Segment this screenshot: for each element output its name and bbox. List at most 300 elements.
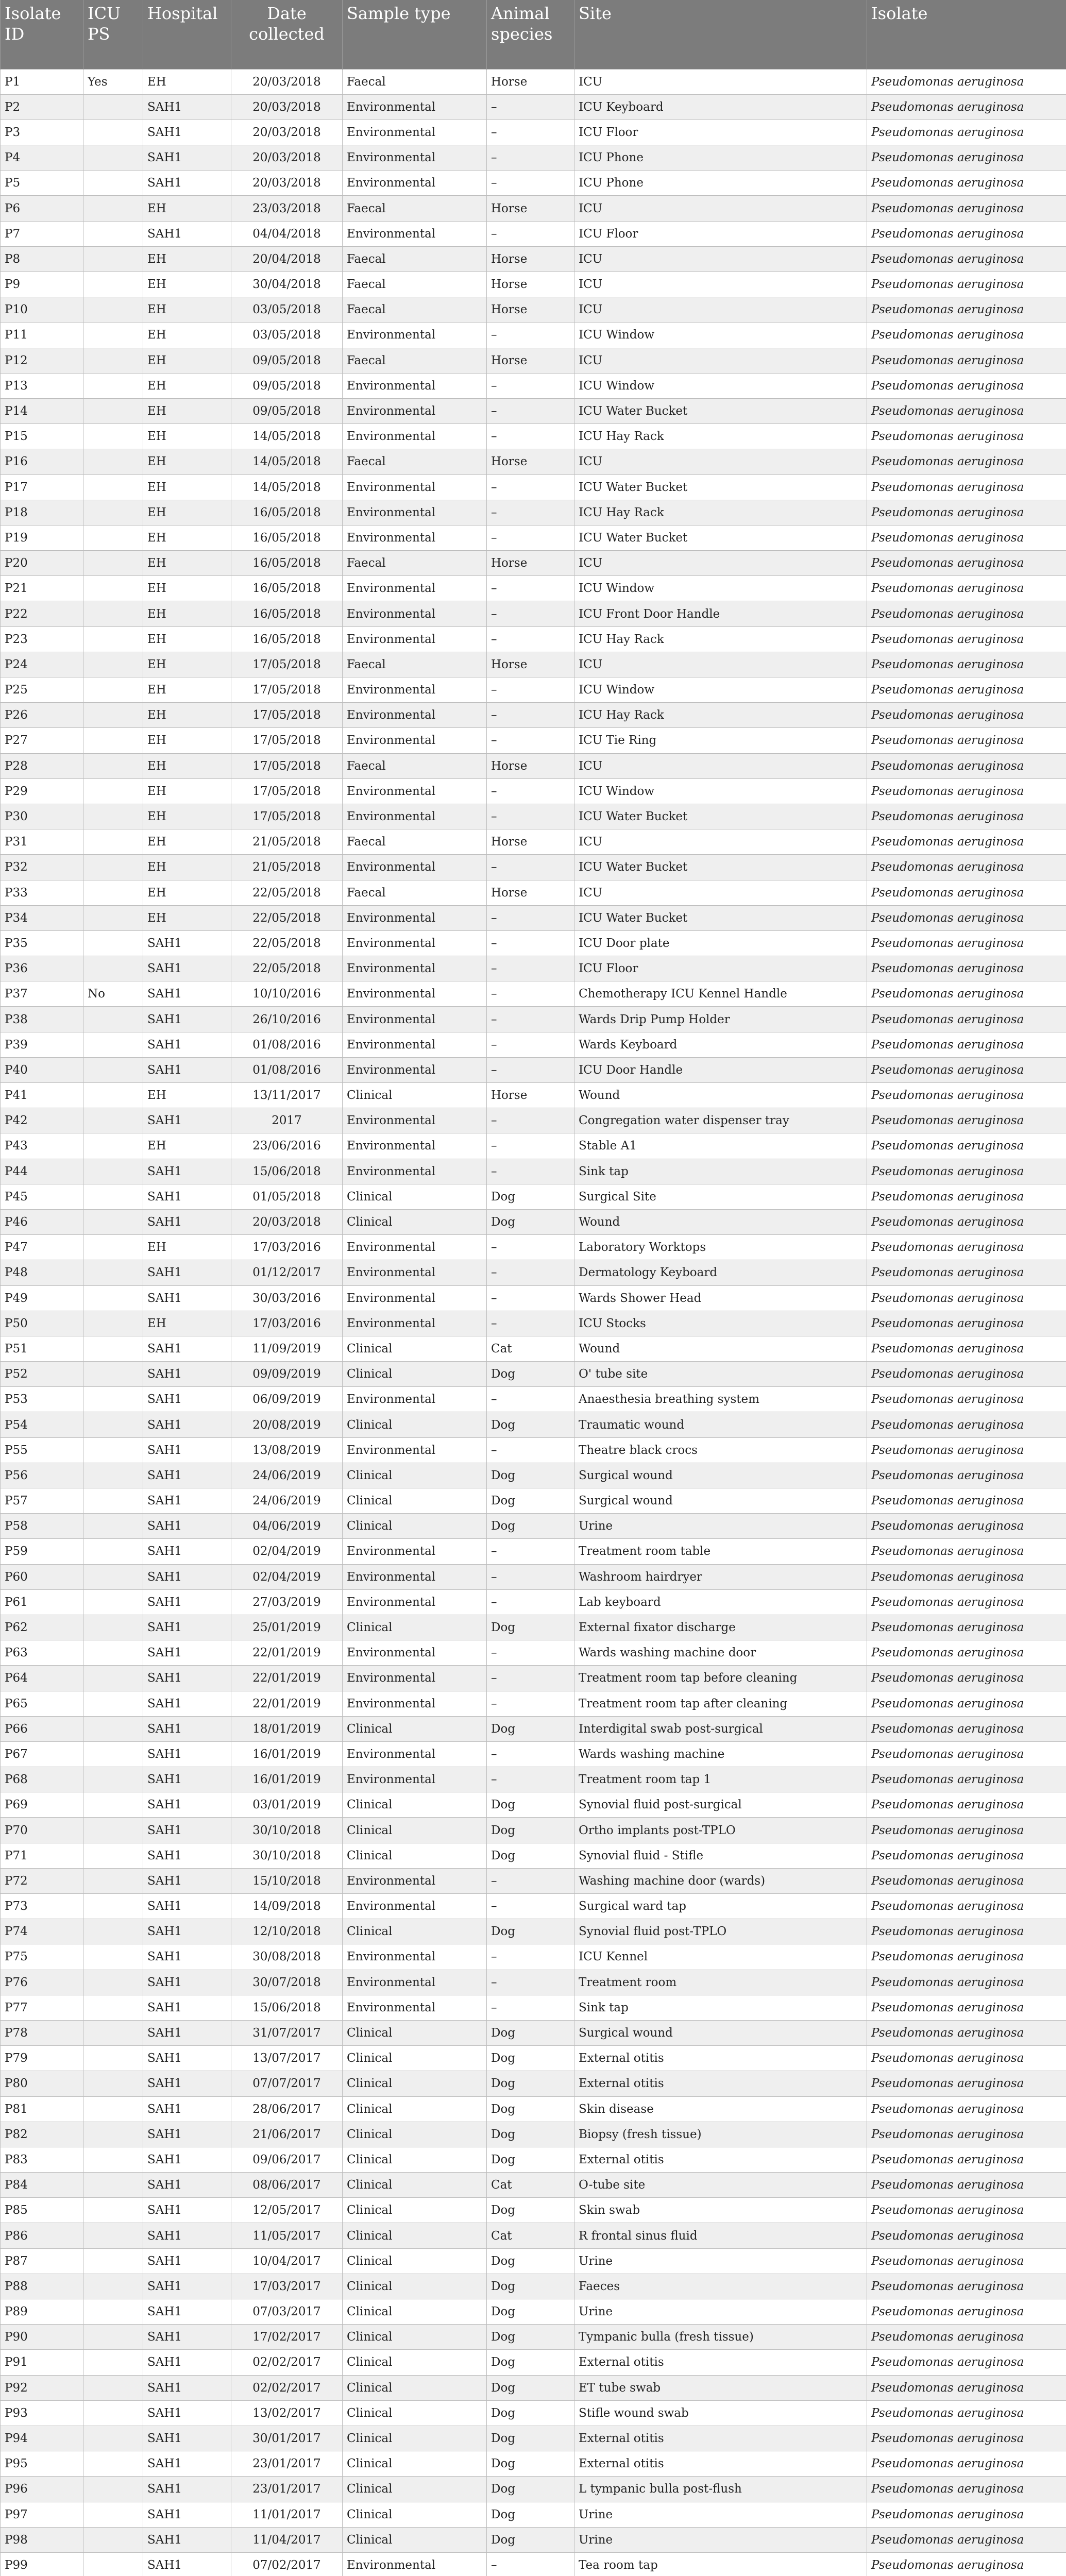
table-row <box>1 1209 1066 1234</box>
header-date-collected: Date collected <box>231 0 343 69</box>
cell-isolate: Pseudomonas aeruginosa <box>867 474 1066 500</box>
cell-hospital: SAH1 <box>143 1640 231 1666</box>
cell-sample-type: Clinical <box>343 1818 487 1843</box>
cell-animal-species: – <box>487 1868 574 1893</box>
cell-animal-species: Dog <box>487 1615 574 1640</box>
cell-hospital: SAH1 <box>143 1615 231 1640</box>
cell-site: Stifle wound swab <box>574 2400 867 2426</box>
table-row <box>1 2274 1066 2299</box>
cell-date-collected: 20/03/2018 <box>231 94 343 120</box>
cell-date-collected: 17/05/2018 <box>231 778 343 804</box>
cell-site: ICU Hay Rack <box>574 626 867 652</box>
cell-hospital: EH <box>143 474 231 500</box>
cell-isolate-id: P98 <box>1 2527 83 2552</box>
cell-date-collected: 03/01/2019 <box>231 1792 343 1818</box>
cell-isolate: Pseudomonas aeruginosa <box>867 1057 1066 1082</box>
cell-site: External otitis <box>574 2451 867 2477</box>
cell-isolate-id: P48 <box>1 1260 83 1285</box>
table-row <box>1 601 1066 626</box>
table-row <box>1 1894 1066 1919</box>
cell-site: ICU <box>574 880 867 905</box>
cell-animal-species: Dog <box>487 1488 574 1514</box>
cell-sample-type: Faecal <box>343 196 487 221</box>
cell-sample-type: Environmental <box>343 1235 487 1260</box>
cell-hospital: EH <box>143 626 231 652</box>
cell-isolate: Pseudomonas aeruginosa <box>867 1336 1066 1361</box>
cell-date-collected: 09/06/2017 <box>231 2147 343 2172</box>
cell-date-collected: 02/02/2017 <box>231 2350 343 2375</box>
cell-isolate-id: P65 <box>1 1691 83 1716</box>
cell-animal-species: – <box>487 373 574 398</box>
cell-sample-type: Clinical <box>343 2096 487 2122</box>
cell-hospital: SAH1 <box>143 2223 231 2248</box>
table-row <box>1 2400 1066 2426</box>
cell-sample-type: Environmental <box>343 778 487 804</box>
table-row <box>1 1083 1066 1108</box>
cell-date-collected: 02/02/2017 <box>231 2375 343 2400</box>
cell-isolate-id: P42 <box>1 1108 83 1133</box>
cell-date-collected: 11/09/2019 <box>231 1336 343 1361</box>
cell-sample-type: Clinical <box>343 1919 487 1944</box>
table-row <box>1 2020 1066 2045</box>
cell-site: Chemotherapy ICU Kennel Handle <box>574 981 867 1007</box>
cell-site: Skin disease <box>574 2096 867 2122</box>
cell-date-collected: 22/01/2019 <box>231 1691 343 1716</box>
cell-hospital: SAH1 <box>143 1843 231 1868</box>
table-row <box>1 474 1066 500</box>
cell-hospital: EH <box>143 652 231 677</box>
cell-icu-ps <box>83 1260 143 1285</box>
cell-sample-type: Environmental <box>343 1564 487 1589</box>
cell-hospital: SAH1 <box>143 1589 231 1615</box>
table-row <box>1 1336 1066 1361</box>
table-row <box>1 1741 1066 1767</box>
cell-animal-species: Dog <box>487 2274 574 2299</box>
cell-site: External otitis <box>574 2147 867 2172</box>
cell-isolate: Pseudomonas aeruginosa <box>867 2147 1066 2172</box>
cell-date-collected: 30/04/2018 <box>231 272 343 297</box>
cell-site: Wound <box>574 1209 867 1234</box>
cell-date-collected: 11/01/2017 <box>231 2502 343 2527</box>
cell-sample-type: Clinical <box>343 2071 487 2096</box>
table-row <box>1 2299 1066 2325</box>
cell-icu-ps <box>83 1691 143 1716</box>
cell-animal-species: – <box>487 1387 574 1412</box>
cell-date-collected: 21/06/2017 <box>231 2122 343 2147</box>
cell-date-collected: 11/05/2017 <box>231 2223 343 2248</box>
cell-sample-type: Faecal <box>343 69 487 94</box>
cell-site: Theatre black crocs <box>574 1437 867 1463</box>
cell-icu-ps <box>83 2274 143 2299</box>
cell-date-collected: 26/10/2016 <box>231 1007 343 1032</box>
table-row <box>1 2071 1066 2096</box>
cell-icu-ps <box>83 601 143 626</box>
cell-animal-species: Dog <box>487 1184 574 1209</box>
cell-sample-type: Clinical <box>343 2198 487 2223</box>
cell-isolate-id: P70 <box>1 1818 83 1843</box>
cell-hospital: EH <box>143 1133 231 1159</box>
cell-hospital: EH <box>143 1083 231 1108</box>
cell-isolate-id: P20 <box>1 551 83 576</box>
header-isolate: Isolate <box>867 0 1066 69</box>
cell-site: ICU Stocks <box>574 1311 867 1336</box>
table-body <box>1 69 1066 2576</box>
cell-icu-ps <box>83 1539 143 1564</box>
cell-isolate-id: P92 <box>1 2375 83 2400</box>
cell-icu-ps <box>83 1311 143 1336</box>
cell-animal-species: Dog <box>487 2248 574 2274</box>
cell-isolate: Pseudomonas aeruginosa <box>867 2426 1066 2451</box>
cell-animal-species: Cat <box>487 2223 574 2248</box>
cell-hospital: SAH1 <box>143 171 231 196</box>
cell-hospital: SAH1 <box>143 2173 231 2198</box>
cell-animal-species: – <box>487 120 574 145</box>
cell-icu-ps <box>83 804 143 829</box>
cell-animal-species: Dog <box>487 2071 574 2096</box>
cell-isolate-id: P6 <box>1 196 83 221</box>
cell-icu-ps <box>83 2350 143 2375</box>
cell-animal-species: Horse <box>487 551 574 576</box>
cell-sample-type: Clinical <box>343 2046 487 2071</box>
cell-isolate-id: P97 <box>1 2502 83 2527</box>
cell-animal-species: – <box>487 1159 574 1184</box>
cell-isolate: Pseudomonas aeruginosa <box>867 551 1066 576</box>
table-row <box>1 2223 1066 2248</box>
cell-animal-species: Dog <box>487 1843 574 1868</box>
cell-isolate-id: P94 <box>1 2426 83 2451</box>
cell-sample-type: Environmental <box>343 525 487 550</box>
cell-isolate: Pseudomonas aeruginosa <box>867 1463 1066 1488</box>
cell-hospital: SAH1 <box>143 1362 231 1387</box>
cell-animal-species: – <box>487 1437 574 1463</box>
cell-date-collected: 20/03/2018 <box>231 69 343 94</box>
table-row <box>1 1412 1066 1437</box>
table-row <box>1 1133 1066 1159</box>
cell-date-collected: 30/10/2018 <box>231 1843 343 1868</box>
table-row <box>1 1514 1066 1539</box>
cell-hospital: SAH1 <box>143 1209 231 1234</box>
cell-sample-type: Environmental <box>343 1159 487 1184</box>
cell-icu-ps <box>83 1184 143 1209</box>
cell-icu-ps <box>83 576 143 601</box>
table-row <box>1 2325 1066 2350</box>
cell-hospital: EH <box>143 1311 231 1336</box>
cell-site: Urine <box>574 2502 867 2527</box>
table-row <box>1 500 1066 525</box>
cell-date-collected: 22/05/2018 <box>231 956 343 981</box>
cell-hospital: SAH1 <box>143 2147 231 2172</box>
cell-animal-species: – <box>487 1894 574 1919</box>
cell-isolate: Pseudomonas aeruginosa <box>867 424 1066 449</box>
header-row <box>1 0 1066 69</box>
cell-site: ICU Phone <box>574 145 867 171</box>
cell-isolate: Pseudomonas aeruginosa <box>867 2198 1066 2223</box>
cell-date-collected: 14/09/2018 <box>231 1894 343 1919</box>
cell-sample-type: Environmental <box>343 1995 487 2020</box>
cell-sample-type: Environmental <box>343 145 487 171</box>
cell-isolate-id: P27 <box>1 728 83 753</box>
cell-site: L tympanic bulla post-flush <box>574 2477 867 2502</box>
cell-isolate-id: P54 <box>1 1412 83 1437</box>
cell-icu-ps <box>83 120 143 145</box>
cell-isolate-id: P99 <box>1 2552 83 2576</box>
table-row <box>1 323 1066 348</box>
cell-animal-species: – <box>487 905 574 930</box>
cell-site: Anaesthesia breathing system <box>574 1387 867 1412</box>
cell-isolate: Pseudomonas aeruginosa <box>867 1539 1066 1564</box>
cell-date-collected: 07/07/2017 <box>231 2071 343 2096</box>
cell-sample-type: Environmental <box>343 2552 487 2576</box>
table-row <box>1 576 1066 601</box>
cell-date-collected: 22/01/2019 <box>231 1666 343 1691</box>
cell-sample-type: Environmental <box>343 373 487 398</box>
cell-sample-type: Environmental <box>343 171 487 196</box>
cell-icu-ps <box>83 1767 143 1792</box>
cell-isolate: Pseudomonas aeruginosa <box>867 2122 1066 2147</box>
cell-animal-species: Horse <box>487 196 574 221</box>
cell-hospital: EH <box>143 272 231 297</box>
cell-date-collected: 17/05/2018 <box>231 703 343 728</box>
cell-site: Interdigital swab post-surgical <box>574 1716 867 1741</box>
cell-animal-species: – <box>487 424 574 449</box>
cell-sample-type: Environmental <box>343 221 487 246</box>
cell-hospital: SAH1 <box>143 1437 231 1463</box>
cell-isolate: Pseudomonas aeruginosa <box>867 2502 1066 2527</box>
cell-animal-species: – <box>487 1640 574 1666</box>
cell-animal-species: Horse <box>487 272 574 297</box>
cell-site: Wards washing machine door <box>574 1640 867 1666</box>
cell-icu-ps <box>83 1032 143 1057</box>
cell-sample-type: Environmental <box>343 1944 487 1970</box>
cell-icu-ps <box>83 2020 143 2045</box>
cell-hospital: EH <box>143 905 231 930</box>
cell-sample-type: Environmental <box>343 1437 487 1463</box>
cell-date-collected: 20/08/2019 <box>231 1412 343 1437</box>
cell-isolate: Pseudomonas aeruginosa <box>867 728 1066 753</box>
cell-animal-species: Dog <box>487 2502 574 2527</box>
cell-icu-ps <box>83 1159 143 1184</box>
table-row <box>1 930 1066 956</box>
cell-isolate-id: P87 <box>1 2248 83 2274</box>
cell-hospital: SAH1 <box>143 1184 231 1209</box>
cell-isolate: Pseudomonas aeruginosa <box>867 1108 1066 1133</box>
cell-animal-species: Dog <box>487 2147 574 2172</box>
cell-sample-type: Environmental <box>343 94 487 120</box>
cell-hospital: EH <box>143 297 231 323</box>
cell-isolate-id: P90 <box>1 2325 83 2350</box>
cell-sample-type: Clinical <box>343 2502 487 2527</box>
cell-isolate: Pseudomonas aeruginosa <box>867 1691 1066 1716</box>
cell-hospital: SAH1 <box>143 1412 231 1437</box>
cell-date-collected: 23/03/2018 <box>231 196 343 221</box>
cell-isolate: Pseudomonas aeruginosa <box>867 1007 1066 1032</box>
cell-site: ICU <box>574 69 867 94</box>
cell-sample-type: Environmental <box>343 930 487 956</box>
cell-date-collected: 17/03/2016 <box>231 1235 343 1260</box>
cell-isolate: Pseudomonas aeruginosa <box>867 1184 1066 1209</box>
cell-site: External otitis <box>574 2426 867 2451</box>
cell-icu-ps <box>83 778 143 804</box>
cell-isolate: Pseudomonas aeruginosa <box>867 449 1066 474</box>
cell-sample-type: Environmental <box>343 1285 487 1311</box>
cell-icu-ps <box>83 2173 143 2198</box>
cell-date-collected: 16/05/2018 <box>231 601 343 626</box>
table-row <box>1 424 1066 449</box>
cell-sample-type: Environmental <box>343 120 487 145</box>
cell-isolate: Pseudomonas aeruginosa <box>867 398 1066 423</box>
cell-isolate: Pseudomonas aeruginosa <box>867 2173 1066 2198</box>
cell-isolate-id: P28 <box>1 753 83 778</box>
cell-date-collected: 04/04/2018 <box>231 221 343 246</box>
cell-animal-species: – <box>487 677 574 703</box>
table-row <box>1 2173 1066 2198</box>
table-header <box>1 0 1066 69</box>
cell-date-collected: 09/05/2018 <box>231 348 343 373</box>
table-row <box>1 1488 1066 1514</box>
cell-date-collected: 02/04/2019 <box>231 1564 343 1589</box>
table-row <box>1 171 1066 196</box>
cell-date-collected: 21/05/2018 <box>231 855 343 880</box>
cell-isolate: Pseudomonas aeruginosa <box>867 1083 1066 1108</box>
cell-isolate-id: P62 <box>1 1615 83 1640</box>
cell-site: Wards Keyboard <box>574 1032 867 1057</box>
cell-site: Biopsy (fresh tissue) <box>574 2122 867 2147</box>
cell-hospital: SAH1 <box>143 1514 231 1539</box>
cell-site: Urine <box>574 1514 867 1539</box>
cell-isolate-id: P11 <box>1 323 83 348</box>
cell-icu-ps <box>83 1741 143 1767</box>
cell-icu-ps <box>83 2375 143 2400</box>
cell-isolate-id: P34 <box>1 905 83 930</box>
cell-hospital: SAH1 <box>143 1032 231 1057</box>
header-sample-type: Sample type <box>343 0 487 69</box>
cell-sample-type: Clinical <box>343 2223 487 2248</box>
table-row <box>1 1868 1066 1893</box>
table-row <box>1 829 1066 855</box>
cell-isolate-id: P52 <box>1 1362 83 1387</box>
cell-sample-type: Environmental <box>343 1311 487 1336</box>
table-row <box>1 1463 1066 1488</box>
table-row <box>1 1919 1066 1944</box>
cell-hospital: EH <box>143 576 231 601</box>
cell-hospital: SAH1 <box>143 2552 231 2576</box>
cell-sample-type: Clinical <box>343 2350 487 2375</box>
table-row <box>1 728 1066 753</box>
cell-isolate-id: P36 <box>1 956 83 981</box>
table-row <box>1 2502 1066 2527</box>
cell-icu-ps <box>83 626 143 652</box>
cell-hospital: EH <box>143 69 231 94</box>
cell-date-collected: 15/06/2018 <box>231 1995 343 2020</box>
cell-icu-ps <box>83 1083 143 1108</box>
cell-isolate: Pseudomonas aeruginosa <box>867 1666 1066 1691</box>
cell-isolate-id: P7 <box>1 221 83 246</box>
cell-site: External fixator discharge <box>574 1615 867 1640</box>
table-row <box>1 2350 1066 2375</box>
cell-icu-ps <box>83 297 143 323</box>
cell-sample-type: Clinical <box>343 2173 487 2198</box>
cell-hospital: SAH1 <box>143 2325 231 2350</box>
cell-sample-type: Environmental <box>343 474 487 500</box>
cell-isolate: Pseudomonas aeruginosa <box>867 373 1066 398</box>
cell-animal-species: – <box>487 804 574 829</box>
cell-site: ICU Front Door Handle <box>574 601 867 626</box>
cell-sample-type: Environmental <box>343 1032 487 1057</box>
table-row <box>1 525 1066 550</box>
cell-hospital: SAH1 <box>143 1285 231 1311</box>
cell-icu-ps <box>83 1235 143 1260</box>
cell-hospital: SAH1 <box>143 930 231 956</box>
cell-date-collected: 01/08/2016 <box>231 1057 343 1082</box>
cell-hospital: SAH1 <box>143 2426 231 2451</box>
cell-hospital: SAH1 <box>143 2198 231 2223</box>
table-row <box>1 2552 1066 2576</box>
cell-hospital: SAH1 <box>143 2451 231 2477</box>
cell-date-collected: 13/08/2019 <box>231 1437 343 1463</box>
cell-animal-species: – <box>487 930 574 956</box>
cell-icu-ps <box>83 880 143 905</box>
cell-isolate: Pseudomonas aeruginosa <box>867 1615 1066 1640</box>
cell-isolate-id: P49 <box>1 1285 83 1311</box>
cell-site: Wound <box>574 1083 867 1108</box>
cell-site: ICU Water Bucket <box>574 855 867 880</box>
cell-date-collected: 07/03/2017 <box>231 2299 343 2325</box>
cell-site: Sink tap <box>574 1995 867 2020</box>
cell-hospital: SAH1 <box>143 2122 231 2147</box>
cell-isolate-id: P16 <box>1 449 83 474</box>
cell-animal-species: Dog <box>487 2375 574 2400</box>
cell-icu-ps <box>83 500 143 525</box>
table-row <box>1 1260 1066 1285</box>
cell-isolate: Pseudomonas aeruginosa <box>867 1159 1066 1184</box>
cell-hospital: SAH1 <box>143 1792 231 1818</box>
cell-site: ICU <box>574 829 867 855</box>
cell-isolate: Pseudomonas aeruginosa <box>867 2096 1066 2122</box>
cell-date-collected: 10/04/2017 <box>231 2248 343 2274</box>
cell-icu-ps <box>83 525 143 550</box>
cell-isolate-id: P71 <box>1 1843 83 1868</box>
cell-isolate: Pseudomonas aeruginosa <box>867 1868 1066 1893</box>
cell-date-collected: 11/04/2017 <box>231 2527 343 2552</box>
cell-site: ICU Window <box>574 373 867 398</box>
cell-isolate-id: P69 <box>1 1792 83 1818</box>
cell-site: Treatment room tap before cleaning <box>574 1666 867 1691</box>
table-row <box>1 297 1066 323</box>
cell-isolate-id: P56 <box>1 1463 83 1488</box>
cell-site: Wards washing machine <box>574 1741 867 1767</box>
cell-sample-type: Clinical <box>343 1083 487 1108</box>
cell-isolate-id: P68 <box>1 1767 83 1792</box>
cell-isolate-id: P88 <box>1 2274 83 2299</box>
cell-site: ET tube swab <box>574 2375 867 2400</box>
cell-isolate: Pseudomonas aeruginosa <box>867 1767 1066 1792</box>
cell-sample-type: Clinical <box>343 2325 487 2350</box>
cell-site: ICU Hay Rack <box>574 500 867 525</box>
cell-date-collected: 03/05/2018 <box>231 297 343 323</box>
cell-sample-type: Clinical <box>343 2375 487 2400</box>
cell-date-collected: 16/01/2019 <box>231 1741 343 1767</box>
cell-animal-species: – <box>487 626 574 652</box>
cell-date-collected: 12/10/2018 <box>231 1919 343 1944</box>
cell-animal-species: Dog <box>487 1463 574 1488</box>
cell-animal-species: Dog <box>487 1514 574 1539</box>
cell-sample-type: Clinical <box>343 1184 487 1209</box>
cell-icu-ps <box>83 2071 143 2096</box>
cell-isolate: Pseudomonas aeruginosa <box>867 1589 1066 1615</box>
cell-isolate: Pseudomonas aeruginosa <box>867 1235 1066 1260</box>
cell-animal-species: – <box>487 1564 574 1589</box>
cell-isolate: Pseudomonas aeruginosa <box>867 2477 1066 2502</box>
